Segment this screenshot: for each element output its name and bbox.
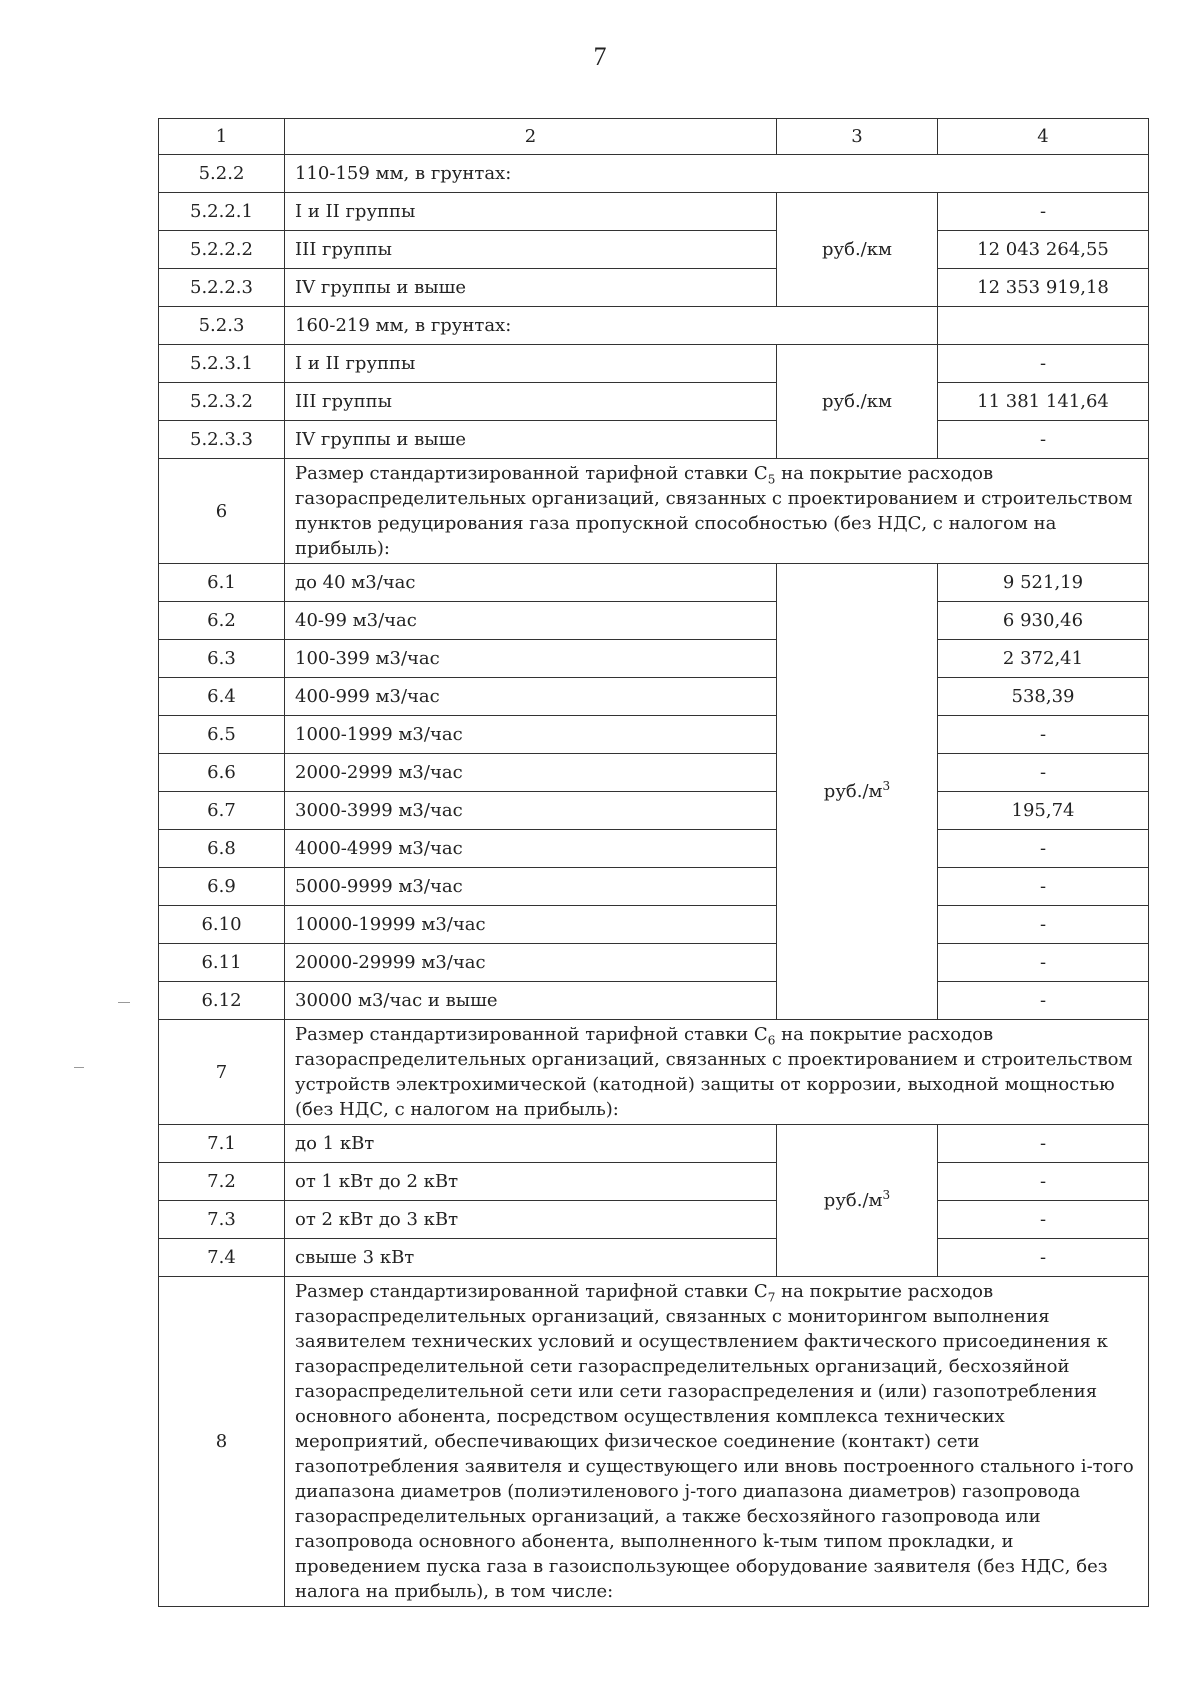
row-number: 5.2.2.2 — [159, 231, 285, 269]
row-description: I и II группы — [285, 193, 777, 231]
table-row — [159, 1201, 1149, 1239]
row-description: III группы — [285, 383, 777, 421]
table-row — [159, 421, 1149, 459]
row-number: 5.2.3.1 — [159, 345, 285, 383]
row-value: - — [938, 193, 1149, 231]
row-description: 5000-9999 м3/час — [285, 868, 777, 906]
row-number: 6.8 — [159, 830, 285, 868]
row-description: 4000-4999 м3/час — [285, 830, 777, 868]
unit-text: руб./м — [823, 781, 883, 802]
row-value: 2 372,41 — [938, 640, 1149, 678]
row-number: 6.7 — [159, 792, 285, 830]
row-description: IV группы и выше — [285, 269, 777, 307]
row-description: IV группы и выше — [285, 421, 777, 459]
row-number: 6.1 — [159, 564, 285, 602]
text-part: Размер стандартизированной тарифной ставки С — [295, 1024, 768, 1045]
row-value: - — [938, 830, 1149, 868]
row-number: 6.4 — [159, 678, 285, 716]
text-part: на покрытие расходов газораспределительных организаций, связанных с проектированием и строительством пунктов редуцирования газа пропускной способностью (без НДС, с налогом на прибыль): — [295, 463, 1133, 559]
row-description: от 1 кВт до 2 кВт — [285, 1163, 777, 1201]
row-value: - — [938, 1163, 1149, 1201]
row-value: 11 381 141,64 — [938, 383, 1149, 421]
row-value: 12 353 919,18 — [938, 269, 1149, 307]
section-row — [159, 1020, 1149, 1125]
table-row — [159, 868, 1149, 906]
row-number: 7.2 — [159, 1163, 285, 1201]
table-row — [159, 564, 1149, 602]
tariff-table — [158, 118, 1149, 1607]
row-number: 5.2.2 — [159, 155, 285, 193]
row-number: 5.2.3.3 — [159, 421, 285, 459]
unit-cell: руб./км — [777, 193, 938, 307]
row-value: - — [938, 421, 1149, 459]
row-number: 5.2.2.3 — [159, 269, 285, 307]
row-value: - — [938, 1125, 1149, 1163]
header-row — [159, 119, 1149, 155]
row-number: 5.2.2.1 — [159, 193, 285, 231]
row-number: 7.4 — [159, 1239, 285, 1277]
margin-mark — [118, 1002, 130, 1003]
table-row — [159, 602, 1149, 640]
text-part: на покрытие расходов газораспределительных организаций, связанных с проектированием и строительством устройств электрохимической (катодной) защиты от коррозии, выходной мощностью (без НДС, с налогом на прибыль): — [295, 1024, 1133, 1120]
table-row — [159, 754, 1149, 792]
section-row — [159, 459, 1149, 564]
row-value: - — [938, 982, 1149, 1020]
row-number: 6.6 — [159, 754, 285, 792]
row-description: свыше 3 кВт — [285, 1239, 777, 1277]
table-row — [159, 982, 1149, 1020]
row-number: 6.10 — [159, 906, 285, 944]
row-number: 6.11 — [159, 944, 285, 982]
table-row — [159, 906, 1149, 944]
margin-mark — [74, 1067, 84, 1068]
section-description — [285, 1277, 1149, 1607]
row-description: 100-399 м3/час — [285, 640, 777, 678]
table-row — [159, 231, 1149, 269]
table-row — [159, 830, 1149, 868]
row-value: 12 043 264,55 — [938, 231, 1149, 269]
row-description: 2000-2999 м3/час — [285, 754, 777, 792]
row-description: 20000-29999 м3/час — [285, 944, 777, 982]
unit-superscript: 3 — [882, 1188, 891, 1202]
header-cell: 4 — [938, 119, 1149, 155]
empty-cell — [938, 307, 1149, 345]
table-row — [159, 640, 1149, 678]
table-row — [159, 193, 1149, 231]
row-number: 5.2.3 — [159, 307, 285, 345]
row-number: 5.2.3.2 — [159, 383, 285, 421]
row-description: 160-219 мм, в грунтах: — [285, 307, 938, 345]
row-value: - — [938, 345, 1149, 383]
subscript: 7 — [767, 1290, 776, 1305]
unit-superscript: 3 — [882, 779, 891, 793]
row-description: 400-999 м3/час — [285, 678, 777, 716]
row-value: 538,39 — [938, 678, 1149, 716]
section-row — [159, 155, 1149, 193]
row-number: 7 — [159, 1020, 285, 1125]
header-cell: 3 — [777, 119, 938, 155]
row-description: I и II группы — [285, 345, 777, 383]
row-value: - — [938, 1201, 1149, 1239]
row-description: от 2 кВт до 3 кВт — [285, 1201, 777, 1239]
table-row — [159, 944, 1149, 982]
unit-cell — [777, 564, 938, 1020]
subscript: 6 — [767, 1033, 776, 1048]
table-row — [159, 716, 1149, 754]
row-description: до 40 м3/час — [285, 564, 777, 602]
table-row — [159, 1163, 1149, 1201]
header-cell: 2 — [285, 119, 777, 155]
table-row — [159, 383, 1149, 421]
unit-text: руб./м — [823, 1190, 883, 1211]
table-row — [159, 269, 1149, 307]
table-row — [159, 1239, 1149, 1277]
row-value: 195,74 — [938, 792, 1149, 830]
row-description: 30000 м3/час и выше — [285, 982, 777, 1020]
row-description: 110-159 мм, в грунтах: — [285, 155, 1149, 193]
text-part: на покрытие расходов газораспределительных организаций, связанных с мониторингом выполнения заявителем технических условий и осуществлением фактического присоединения к газораспределительной сети газораспределительных организаций, бесхозяйной газораспределительной сети или сети газораспределения и (или) газопотребления основного абонента, посредством осуществления комплекса технических мероприятий, обеспечивающих физическое соединение (контакт) сети газопотребления заявителя и существующего или вновь построенного стального i-того диапазона диаметров (полиэтиленового j-того диапазона диаметров) газопровода газораспределительных организаций, а также бесхозяйного газопровода или газопровода основного абонента, выполненного k-тым типом прокладки, и проведением пуска газа в газоиспользующее оборудование заявителя (без НДС, без налога на прибыль), в том числе: — [295, 1281, 1134, 1602]
table-row — [159, 792, 1149, 830]
row-description: 40-99 м3/час — [285, 602, 777, 640]
table-row — [159, 678, 1149, 716]
row-value: - — [938, 868, 1149, 906]
section-row — [159, 1277, 1149, 1607]
unit-cell — [777, 1125, 938, 1277]
table-row — [159, 345, 1149, 383]
row-number: 6.9 — [159, 868, 285, 906]
subscript: 5 — [767, 472, 776, 487]
row-number: 6.12 — [159, 982, 285, 1020]
row-value: - — [938, 754, 1149, 792]
text-part: Размер стандартизированной тарифной ставки С — [295, 463, 768, 484]
row-description: 1000-1999 м3/час — [285, 716, 777, 754]
row-value: - — [938, 1239, 1149, 1277]
row-description: 3000-3999 м3/час — [285, 792, 777, 830]
row-value: - — [938, 716, 1149, 754]
row-number: 6 — [159, 459, 285, 564]
row-description: III группы — [285, 231, 777, 269]
section-row — [159, 307, 1149, 345]
row-number: 6.3 — [159, 640, 285, 678]
section-description — [285, 459, 1149, 564]
unit-cell: руб./км — [777, 345, 938, 459]
row-number: 8 — [159, 1277, 285, 1607]
table-row — [159, 1125, 1149, 1163]
page-number: 7 — [593, 42, 607, 71]
row-value: - — [938, 906, 1149, 944]
section-description — [285, 1020, 1149, 1125]
row-number: 7.1 — [159, 1125, 285, 1163]
text-part: Размер стандартизированной тарифной ставки С — [295, 1281, 768, 1302]
row-value: - — [938, 944, 1149, 982]
row-number: 7.3 — [159, 1201, 285, 1239]
row-value: 6 930,46 — [938, 602, 1149, 640]
row-description: до 1 кВт — [285, 1125, 777, 1163]
row-value: 9 521,19 — [938, 564, 1149, 602]
row-number: 6.5 — [159, 716, 285, 754]
row-number: 6.2 — [159, 602, 285, 640]
row-description: 10000-19999 м3/час — [285, 906, 777, 944]
header-cell: 1 — [159, 119, 285, 155]
